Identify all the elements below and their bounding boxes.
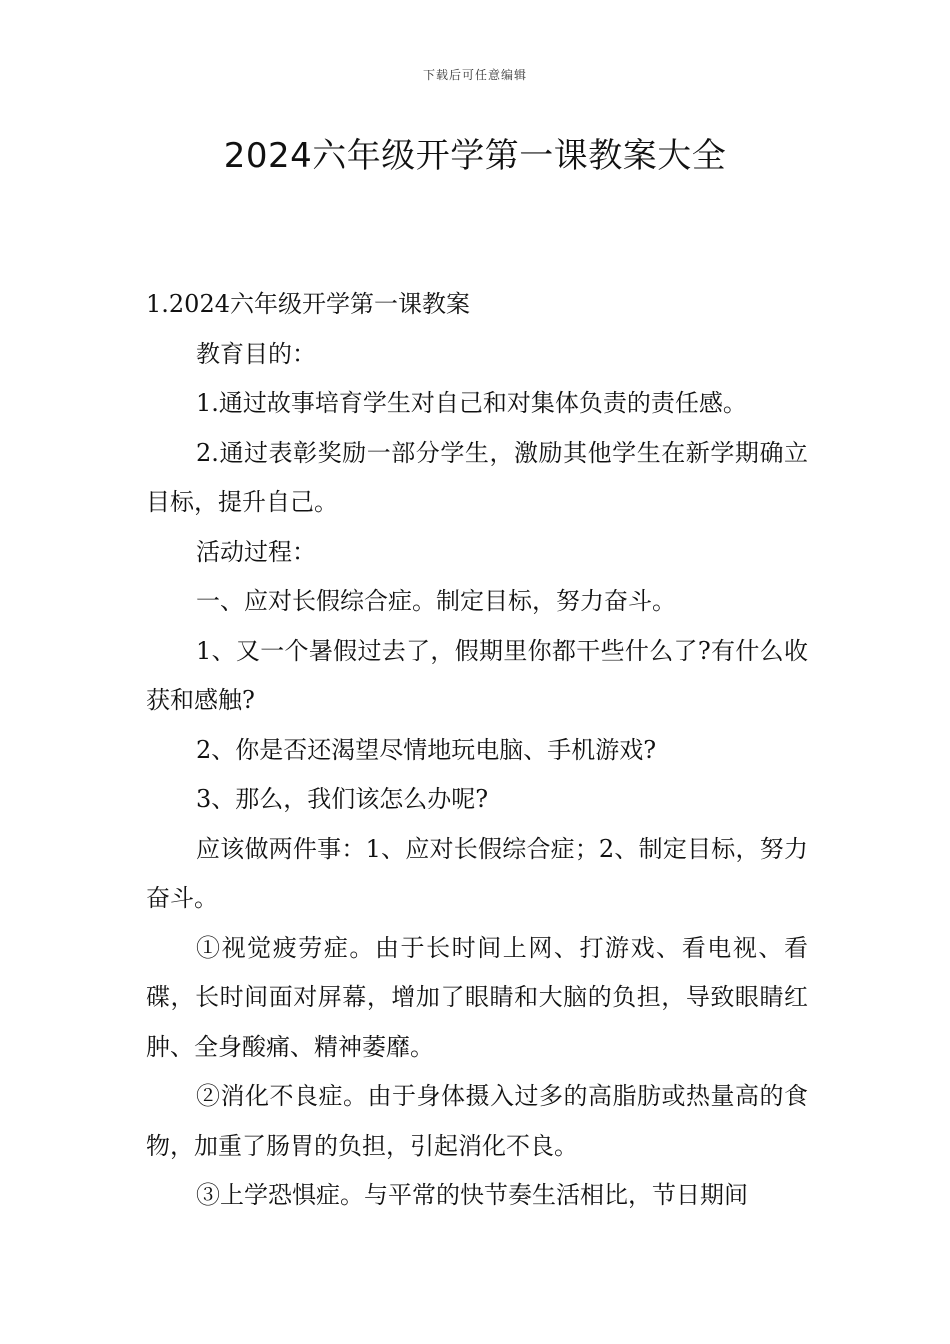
paragraph: 3、那么，我们该怎么办呢?: [196, 785, 489, 813]
paragraph: 2、你是否还渴望尽情地玩电脑、手机游戏?: [196, 735, 657, 764]
document-title: 2024六年级开学第一课教案大全: [223, 136, 727, 176]
page-header-note: 下载后可任意编辑: [422, 68, 527, 82]
paragraph: 活动过程：: [196, 537, 316, 566]
paragraph-section-heading: 1.2024六年级开学第一课教案: [146, 290, 470, 318]
paragraph: 1、又一个暑假过去了，假期里你都干些什么了?有什么收获和感触?: [146, 636, 808, 714]
paragraph: ③上学恐惧症。与平常的快节奏生活相比，节日期间: [196, 1181, 748, 1209]
paragraph: ①视觉疲劳症。由于长时间上网、打游戏、看电视、看碟，长时间面对屏幕，增加了眼睛和大脑的负担，导致眼睛红肿、全身酸痛、精神萎靡。: [146, 933, 808, 1061]
document-body: [146, 280, 808, 1221]
paragraph: ②消化不良症。由于身体摄入过多的高脂肪或热量高的食物，加重了肠胃的负担，引起消化不良。: [146, 1082, 808, 1160]
paragraph: 应该做两件事：1、应对长假综合症；2、制定目标，努力奋斗。: [146, 834, 808, 912]
paragraph: 2.通过表彰奖励一部分学生，激励其他学生在新学期确立目标，提升自己。: [146, 438, 808, 516]
paragraph: 一、应对长假综合症。制定目标，努力奋斗。: [196, 587, 676, 615]
paragraph: 教育目的：: [196, 339, 316, 368]
paragraph: 1.通过故事培育学生对自己和对集体负责的责任感。: [196, 389, 747, 417]
